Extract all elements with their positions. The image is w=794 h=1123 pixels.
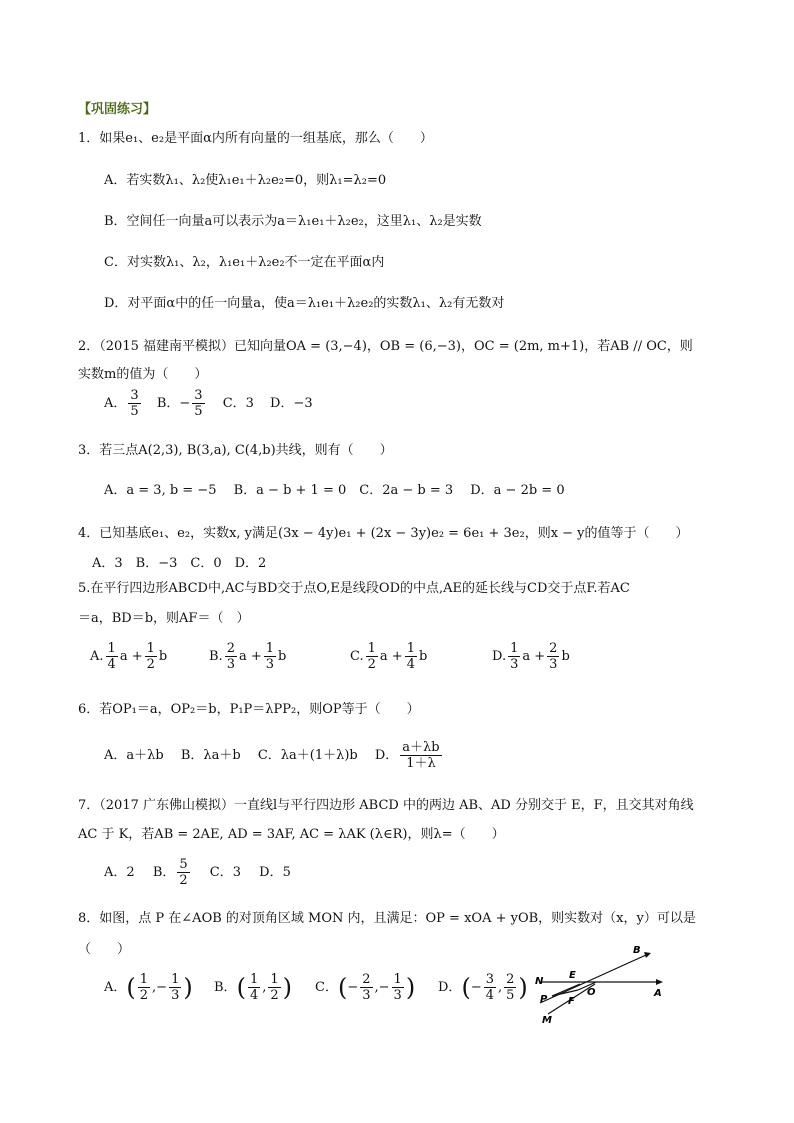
q8-option-c: C．(− $\frac{2}{3}$ ,− $\frac{1}{3}$ ) (315, 972, 416, 1003)
q4-stem: 4．已知基底e₁、e₂，实数x, y满足(3x − 4y)e₁ + (2x − 3y)e₂ = 6e₁ + 3e₂，则x − y的值等于（ ） (78, 526, 689, 541)
q7-stem-line2: AC 于 K，若AB = 2AE, AD = 3AF, AC = λAK (λ∈R)，则λ=（ ） (78, 827, 505, 842)
q2-a-fraction: $\frac{3}{5}$ (130, 388, 139, 419)
label-e: E (569, 970, 576, 981)
label-f: F (568, 996, 575, 1007)
q5-option-d: D. $\frac{1}{3}$ a + $\frac{2}{3}$ b (492, 641, 570, 672)
q4-options: A．3 B．−3 C．0 D．2 (92, 556, 267, 571)
q2-stem-line2: 实数m的值为（ ） (78, 367, 208, 382)
q8-option-a: A．( $\frac{1}{2}$ ,− $\frac{1}{3}$ ) (104, 972, 193, 1003)
label-a: A (654, 988, 662, 999)
arrow-b-head (644, 952, 651, 958)
q7-options: A．2 B． $\frac{5}{2}$ C．3 D．5 (104, 857, 291, 888)
q8-stem-line1: 8．如图，点 P 在∠AOB 的对顶角区域 MON 内，且满足：OP = xOA + yOB，则实数对（x，y）可以是 (78, 911, 696, 926)
label-m: M (542, 1015, 552, 1025)
q8-stem-line2: （ ） (78, 942, 131, 957)
q5-option-b: B. $\frac{2}{3}$ a + $\frac{1}{3}$ b (209, 641, 287, 672)
arrow-a-head (656, 979, 663, 985)
q5-option-c: C. $\frac{1}{2}$ a + $\frac{1}{4}$ b (350, 641, 428, 672)
q1-option-a: A．若实数λ₁、λ₂使λ₁e₁＋λ₂e₂=0，则λ₁=λ₂=0 (104, 173, 387, 188)
q3-options: A．a = 3, b = −5 B．a − b + 1 = 0 C．2a − b = 3 D．a − 2b = 0 (104, 483, 565, 498)
q6-d-fraction: $\frac{a+\lambda b}{1+\lambda}$ (402, 740, 440, 771)
q7-stem-line1: 7．（2017 广东佛山模拟）一直线l与平行四边形 ABCD 中的两边 AB、AD 分别交于 E，F，且交其对角线 (78, 798, 694, 813)
q8-option-b: B．( $\frac{1}{4}$ , $\frac{1}{2}$ ) (214, 972, 293, 1003)
q2-stem-line1: 2．（2015 福建南平模拟）已知向量OA = (3,−4)，OB = (6,−3)，OC = (2m, m+1)，若AB // OC，则 (78, 339, 693, 354)
label-n: N (535, 976, 544, 987)
q5-option-a: A. $\frac{1}{4}$ a + $\frac{1}{2}$ b (90, 641, 168, 672)
q2-options: A． $\frac{3}{5}$ B．− $\frac{3}{5}$ C．3 D．−3 (104, 388, 313, 419)
q5-stem-line2: ＝a，BD＝b，则AF＝（ ） (78, 611, 250, 626)
label-p: P (540, 994, 548, 1005)
q1-stem: 1．如果e₁、e₂是平面α内所有向量的一组基底，那么（ ） (78, 131, 433, 146)
q7-b-fraction: $\frac{5}{2}$ (179, 857, 188, 888)
section-heading: 【巩固练习】 (78, 102, 157, 117)
q1-option-c: C．对实数λ₁、λ₂，λ₁e₁＋λ₂e₂不一定在平面α内 (104, 255, 385, 270)
q2-b-fraction: $\frac{3}{5}$ (194, 388, 203, 419)
q6-stem: 6．若OP₁＝a，OP₂＝b，P₁P＝λPP₂，则OP等于（ ） (78, 702, 420, 717)
label-o: O (587, 987, 596, 998)
q8-geometry-figure (530, 940, 680, 1025)
label-b: B (633, 945, 641, 956)
q1-option-b: B．空间任一向量a可以表示为a＝λ₁e₁＋λ₂e₂，这里λ₁、λ₂是实数 (104, 214, 482, 229)
q8-option-d: D．(− $\frac{3}{4}$ , $\frac{2}{5}$ ) (438, 972, 528, 1003)
q3-stem: 3．若三点A(2,3), B(3,a), C(4,b)共线，则有（ ） (78, 443, 393, 458)
q1-option-d: D．对平面α中的任一向量a，使a＝λ₁e₁＋λ₂e₂的实数λ₁、λ₂有无数对 (104, 296, 505, 311)
q6-options: A．a＋λb B．λa＋b C．λa＋(1＋λ)b D． $\frac{a+\lambda b}{1+\lambda}$ (104, 740, 440, 771)
q5-stem-line1: 5.在平行四边形ABCD中,AC与BD交于点O,E是线段OD的中点,AE的延长线与CD交于点F.若AC (78, 581, 630, 596)
